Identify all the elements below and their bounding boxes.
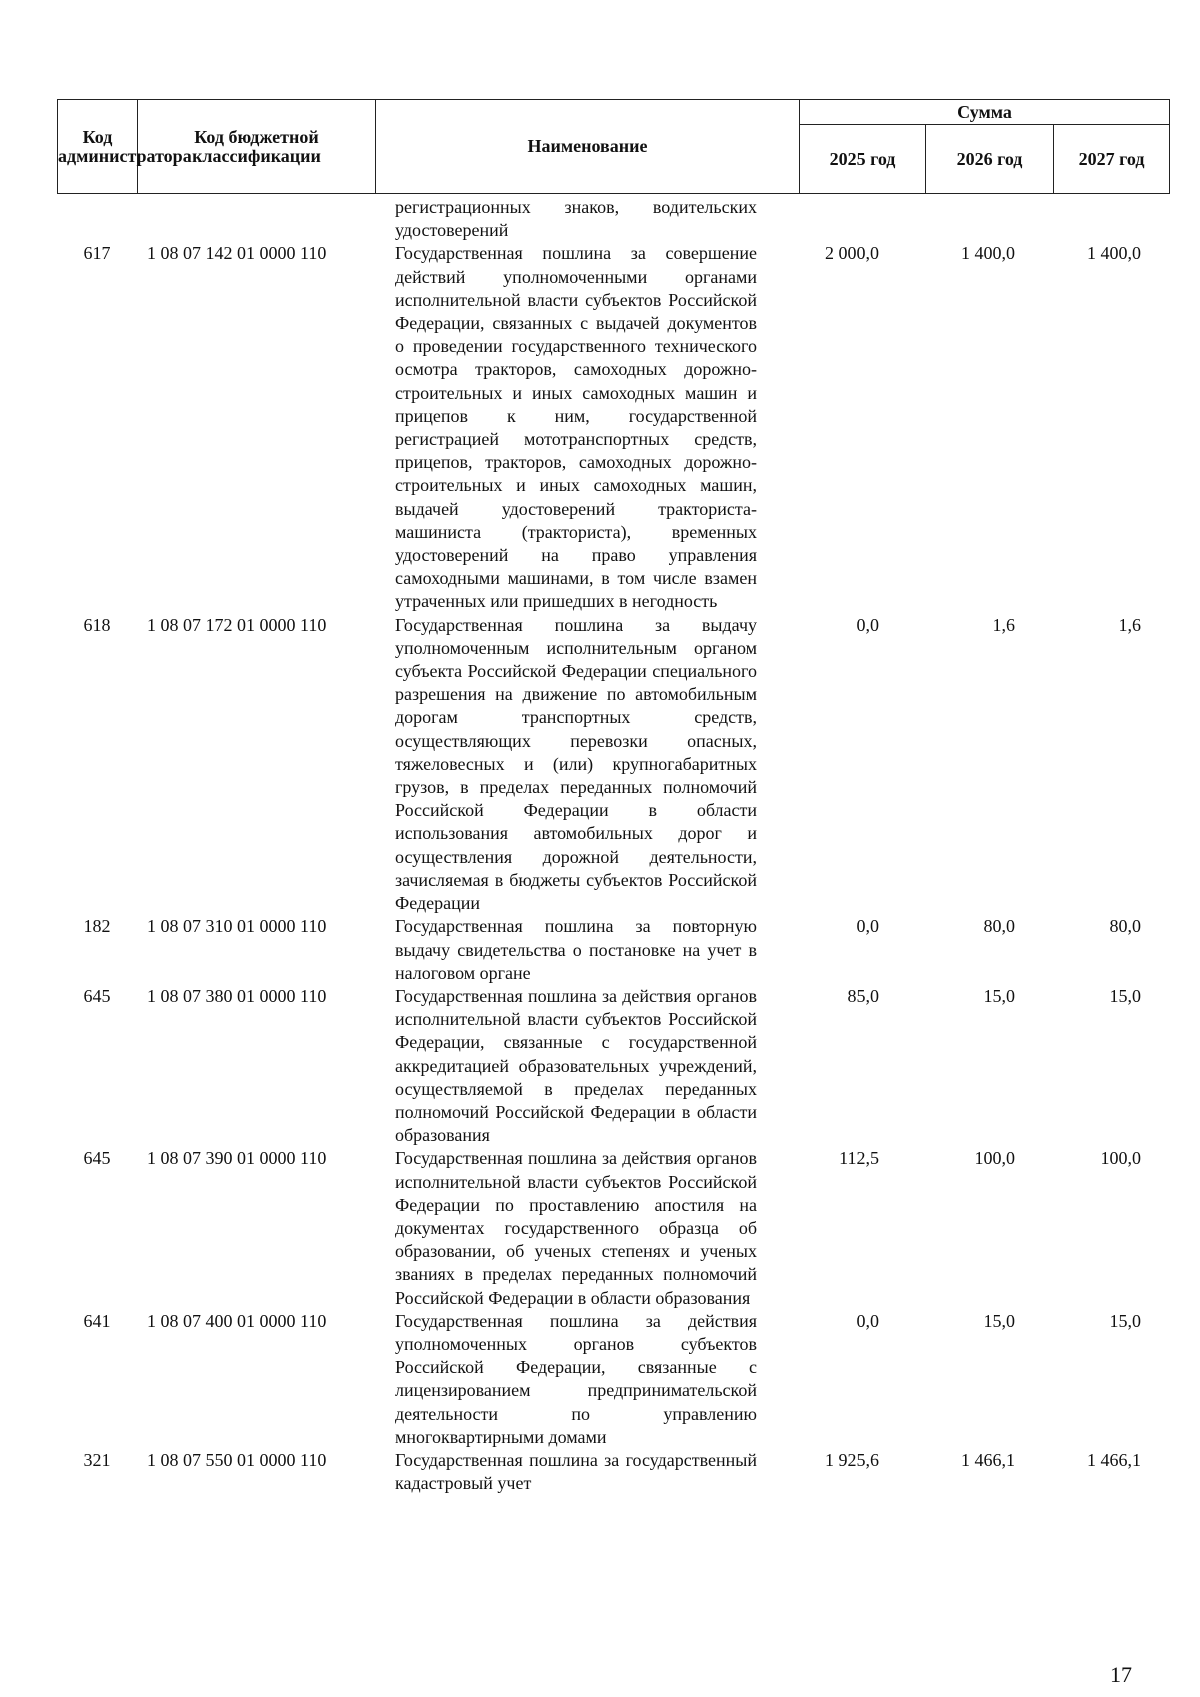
value-2025: 112,5: [839, 1148, 879, 1169]
value-2025: 1 925,6: [825, 1449, 879, 1470]
item-name: Государственная пошлина за повторную выдачу свидетельства о постановке на учет в налоговом органе: [395, 916, 757, 983]
value-2027: 1 400,0: [1087, 243, 1141, 264]
value-2026: 15,0: [983, 985, 1015, 1006]
budget-code: 1 08 07 390 01 0000 110: [147, 1148, 327, 1169]
value-2026: 1 400,0: [961, 243, 1015, 264]
table-row: [57, 242, 1169, 613]
header-year-2026: 2026 год: [926, 125, 1054, 194]
header-year-2027: 2027 год: [1054, 125, 1170, 194]
value-2026: 15,0: [983, 1310, 1015, 1331]
page-number: 17: [1110, 1662, 1132, 1687]
value-2026: 100,0: [974, 1148, 1015, 1169]
item-name: Государственная пошлина за совершение действий уполномоченными органами исполнительной власти субъектов Российской Федерации, связанных с выдачей документов о проведении государственного технического осмотра тракторов, самоходных дорожно-строительных и иных самоходных машин и прицепов к ним, государственной регистрацией мототранспортных средств, прицепов, тракторов, самоходных дорожно-строительных и иных самоходных машин, выдачей удостоверений тракториста-машиниста (тракториста), временных удостоверений на право управления самоходными машинами, в том числе взамен утраченных или пришедших в негодность: [395, 243, 757, 612]
value-2027: 1,6: [1118, 614, 1141, 635]
value-2027: 80,0: [1109, 916, 1141, 937]
value-2025: 0,0: [856, 614, 879, 635]
table-row: [57, 1449, 1169, 1495]
table-header: [57, 99, 1170, 194]
admin-code: 182: [83, 916, 111, 937]
admin-code: 618: [83, 614, 111, 635]
table-row: [57, 985, 1169, 1147]
table-body: [57, 196, 1169, 1495]
admin-code: 321: [83, 1449, 111, 1470]
admin-code: 617: [83, 243, 111, 264]
item-name: Государственная пошлина за государственный кадастровый учет: [395, 1449, 757, 1494]
table-row: [57, 1147, 1169, 1309]
value-2026: 1,6: [992, 614, 1015, 635]
admin-code: 645: [83, 1148, 111, 1169]
admin-code: 641: [83, 1310, 111, 1331]
table-row-continuation: [57, 196, 1169, 242]
header-budget-code: Код бюджетной классификации: [138, 100, 376, 194]
value-2025: 2 000,0: [825, 243, 879, 264]
item-name: Государственная пошлина за действия уполномоченных органов субъектов Российской Федерации, связанные с лицензированием предпринимательской деятельности по управлению многоквартирными домами: [395, 1310, 757, 1447]
budget-code: 1 08 07 380 01 0000 110: [147, 985, 327, 1006]
value-2027: 15,0: [1109, 1310, 1141, 1331]
value-2027: 1 466,1: [1087, 1449, 1141, 1470]
budget-code: 1 08 07 172 01 0000 110: [147, 614, 327, 635]
budget-code: 1 08 07 550 01 0000 110: [147, 1449, 327, 1470]
item-name: Государственная пошлина за действия органов исполнительной власти субъектов Российской Федерации, связанные с государственной аккредитацией образовательных учреждений, осуществляемой в пределах переданных полномочий Российской Федерации в области образования: [395, 985, 757, 1146]
value-2025: 0,0: [856, 1310, 879, 1331]
value-2025: 85,0: [847, 985, 879, 1006]
header-year-2025: 2025 год: [800, 125, 926, 194]
item-name: Государственная пошлина за выдачу уполномоченным исполнительным органом субъекта Российской Федерации специального разрешения на движение по автомобильным дорогам транспортных средств, осуществляющих перевозки опасных, тяжеловесных и (или) крупногабаритных грузов, в пределах переданных полномочий Российской Федерации в области использования автомобильных дорог и осуществления дорожной деятельности, зачисляемая в бюджеты субъектов Российской Федерации: [395, 614, 757, 914]
table-row: [57, 614, 1169, 916]
table-row: [57, 1310, 1169, 1449]
budget-code: 1 08 07 400 01 0000 110: [147, 1310, 327, 1331]
header-name: Наименование: [376, 100, 800, 194]
value-2026: 1 466,1: [961, 1449, 1015, 1470]
admin-code: 645: [83, 985, 111, 1006]
budget-code: 1 08 07 310 01 0000 110: [147, 916, 327, 937]
value-2026: 80,0: [983, 916, 1015, 937]
value-2027: 15,0: [1109, 985, 1141, 1006]
value-2025: 0,0: [856, 916, 879, 937]
item-name: Государственная пошлина за действия органов исполнительной власти субъектов Российской Федерации по проставлению апостиля на документах государственного образца об образовании, об ученых степенях и ученых званиях в пределах переданных полномочий Российской Федерации в области образования: [395, 1148, 757, 1308]
header-sum: Сумма: [800, 100, 1170, 125]
table-row: [57, 915, 1169, 985]
budget-code: 1 08 07 142 01 0000 110: [147, 243, 327, 264]
value-2027: 100,0: [1100, 1148, 1141, 1169]
header-admin-code: Код администратора: [58, 100, 138, 194]
continuation-text: регистрационных знаков, водительских удостоверений: [395, 197, 757, 241]
